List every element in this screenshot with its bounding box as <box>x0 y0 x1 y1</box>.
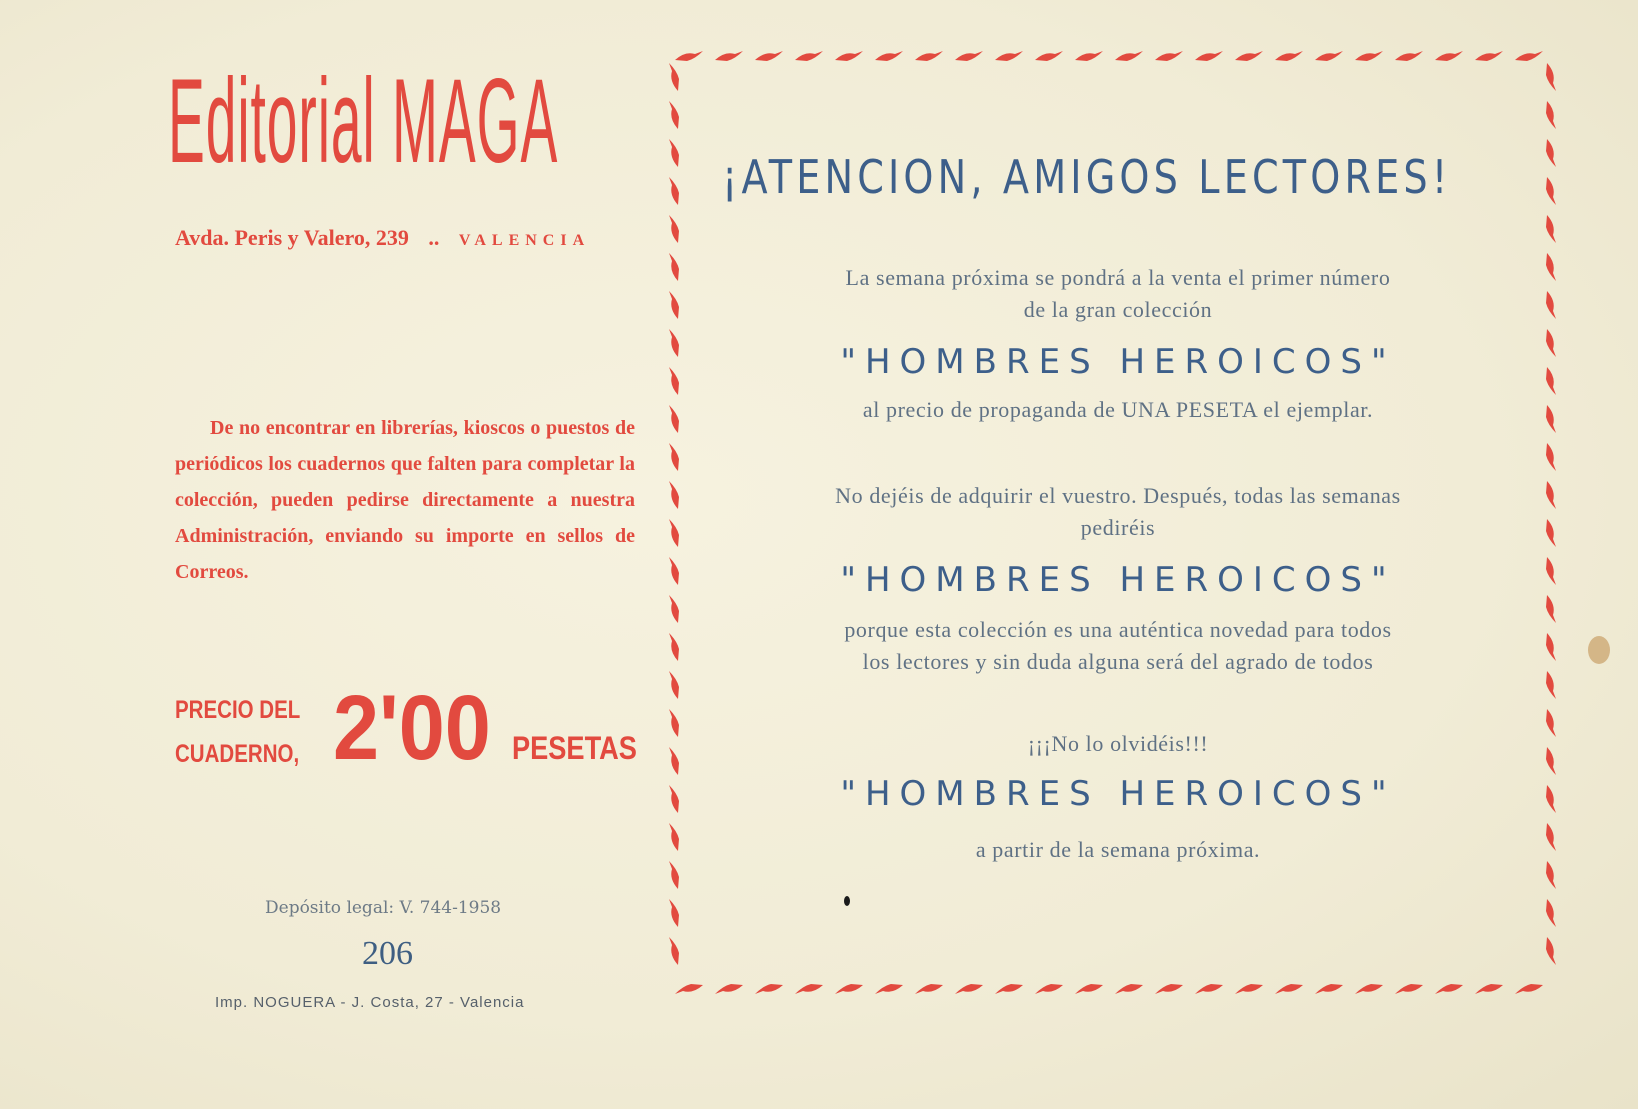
border-ornament <box>1546 443 1556 471</box>
paragraph-3-line-1: No dejéis de adquirir el vuestro. Después, todas las semanas <box>835 483 1401 508</box>
price-label <box>175 688 300 776</box>
border-ornament <box>755 984 783 994</box>
address-separator: .. <box>428 225 440 250</box>
border-ornament <box>669 747 679 775</box>
border-ornament <box>1515 984 1543 994</box>
border-ornament <box>1546 747 1556 775</box>
series-title-3: "HOMBRES HEROICOS" <box>840 774 1396 814</box>
border-ornament <box>1195 51 1223 61</box>
border-ornament <box>669 899 679 927</box>
border-ornament <box>669 215 679 243</box>
border-ornament <box>1155 984 1183 994</box>
border-ornament <box>669 823 679 851</box>
border-ornament <box>1546 671 1556 699</box>
border-ornament <box>1515 51 1543 61</box>
border-ornament <box>1035 984 1063 994</box>
border-ornament <box>1115 51 1143 61</box>
ink-dot <box>844 896 850 906</box>
border-ornament <box>1546 291 1556 319</box>
border-ornament <box>669 63 679 91</box>
border-ornament <box>675 51 703 61</box>
border-ornament <box>1075 984 1103 994</box>
address-street: Avda. Peris y Valero, 239 <box>175 225 409 250</box>
border-ornament <box>1546 633 1556 661</box>
border-ornament <box>1546 861 1556 889</box>
border-ornament <box>1195 984 1223 994</box>
announcement-headline: ¡ATENCION, AMIGOS LECTORES! <box>722 150 1452 204</box>
printer-credit: Imp. NOGUERA - J. Costa, 27 - Valencia <box>215 994 525 1011</box>
border-ornament <box>1475 51 1503 61</box>
border-ornament <box>669 481 679 509</box>
border-ornament <box>1546 139 1556 167</box>
address-city: VALENCIA <box>458 232 591 249</box>
border-ornament <box>1546 215 1556 243</box>
border-ornament <box>995 51 1023 61</box>
publisher-address <box>175 225 645 251</box>
border-ornament <box>1546 709 1556 737</box>
border-ornament <box>1475 984 1503 994</box>
paragraph-4-line-1: porque esta colección es una auténtica novedad para todos <box>844 617 1392 642</box>
border-ornament <box>1546 367 1556 395</box>
border-ornament <box>669 367 679 395</box>
border-ornament <box>1395 984 1423 994</box>
border-ornament <box>715 984 743 994</box>
border-ornament <box>669 709 679 737</box>
border-ornament <box>669 443 679 471</box>
border-ornament <box>1275 51 1303 61</box>
price-label-line1: PRECIO DEL <box>175 696 301 724</box>
border-ornament <box>669 519 679 547</box>
border-ornament <box>1546 557 1556 585</box>
border-ornament <box>669 177 679 205</box>
border-ornament <box>1546 899 1556 927</box>
border-ornament <box>1315 984 1343 994</box>
border-ornament <box>669 633 679 661</box>
border-ornament <box>875 51 903 61</box>
border-ornament <box>669 937 679 965</box>
border-ornament <box>835 984 863 994</box>
border-ornament <box>955 51 983 61</box>
series-title-2: "HOMBRES HEROICOS" <box>840 560 1396 600</box>
border-ornament <box>1355 984 1383 994</box>
border-ornament <box>669 101 679 129</box>
border-ornament <box>1546 253 1556 281</box>
paragraph-1-line-2: de la gran colección <box>1023 297 1213 322</box>
ordering-notice: De no encontrar en librerías, kioscos o puestos de periódicos los cuadernos que falten para completar la colección, pueden pedirse directamente a nuestra Administración, enviando su importe en sellos de Correos. <box>175 417 635 583</box>
border-ornament <box>795 984 823 994</box>
border-ornament <box>669 139 679 167</box>
paragraph-1-line-1: La semana próxima se pondrá a la venta el primer número <box>845 265 1391 290</box>
border-ornament <box>1546 519 1556 547</box>
issue-number: 206 <box>362 935 413 972</box>
border-ornament <box>669 861 679 889</box>
border-ornament <box>1546 329 1556 357</box>
border-ornament <box>1035 51 1063 61</box>
price-value: 2'00 <box>333 677 491 779</box>
publisher-name: Editorial MAGA <box>168 54 559 188</box>
border-ornament <box>1115 984 1143 994</box>
border-ornament <box>715 51 743 61</box>
border-ornament <box>1155 51 1183 61</box>
border-ornament <box>1275 984 1303 994</box>
border-ornament <box>1546 481 1556 509</box>
announcement-paragraph-1 <box>738 262 1498 326</box>
border-ornament <box>669 671 679 699</box>
announcement-paragraph-6: a partir de la semana próxima. <box>975 837 1261 862</box>
border-ornament <box>1435 984 1463 994</box>
paragraph-4-line-2: los lectores y sin duda alguna será del agrado de todos <box>862 649 1374 674</box>
price-unit: PESETAS <box>512 730 637 766</box>
border-ornament <box>1546 405 1556 433</box>
announcement-paragraph-3 <box>738 480 1498 544</box>
announcement-paragraph-2: al precio de propaganda de UNA PESETA el ejemplar. <box>862 397 1374 422</box>
legal-deposit: Depósito legal: V. 744-1958 <box>265 898 502 918</box>
border-ornament <box>1435 51 1463 61</box>
price-label-line2: CUADERNO, <box>175 740 300 768</box>
announcement-paragraph-4 <box>738 614 1498 678</box>
border-ornament <box>1546 785 1556 813</box>
border-ornament <box>1546 823 1556 851</box>
border-ornament <box>1075 51 1103 61</box>
border-ornament <box>1546 595 1556 623</box>
border-ornament <box>795 51 823 61</box>
border-ornament <box>955 984 983 994</box>
paper-stain <box>1588 636 1610 664</box>
border-ornament <box>675 984 703 994</box>
border-ornament <box>669 329 679 357</box>
paragraph-3-line-2: pediréis <box>1080 515 1156 540</box>
border-ornament <box>1546 101 1556 129</box>
border-ornament <box>669 785 679 813</box>
border-ornament <box>1315 51 1343 61</box>
border-ornament <box>669 595 679 623</box>
border-ornament <box>669 291 679 319</box>
series-title-1: "HOMBRES HEROICOS" <box>840 342 1396 382</box>
announcement-paragraph-5: ¡¡¡No lo olvidéis!!! <box>1027 731 1209 756</box>
border-ornament <box>1395 51 1423 61</box>
border-ornament <box>1546 63 1556 91</box>
border-ornament <box>1546 937 1556 965</box>
border-ornament <box>835 51 863 61</box>
border-ornament <box>875 984 903 994</box>
border-ornament <box>915 51 943 61</box>
border-ornament <box>1235 984 1263 994</box>
border-ornament <box>669 405 679 433</box>
border-ornament <box>1355 51 1383 61</box>
border-ornament <box>915 984 943 994</box>
border-ornament <box>669 557 679 585</box>
border-ornament <box>1235 51 1263 61</box>
border-ornament <box>1546 177 1556 205</box>
border-ornament <box>995 984 1023 994</box>
border-ornament <box>755 51 783 61</box>
border-ornament <box>669 253 679 281</box>
